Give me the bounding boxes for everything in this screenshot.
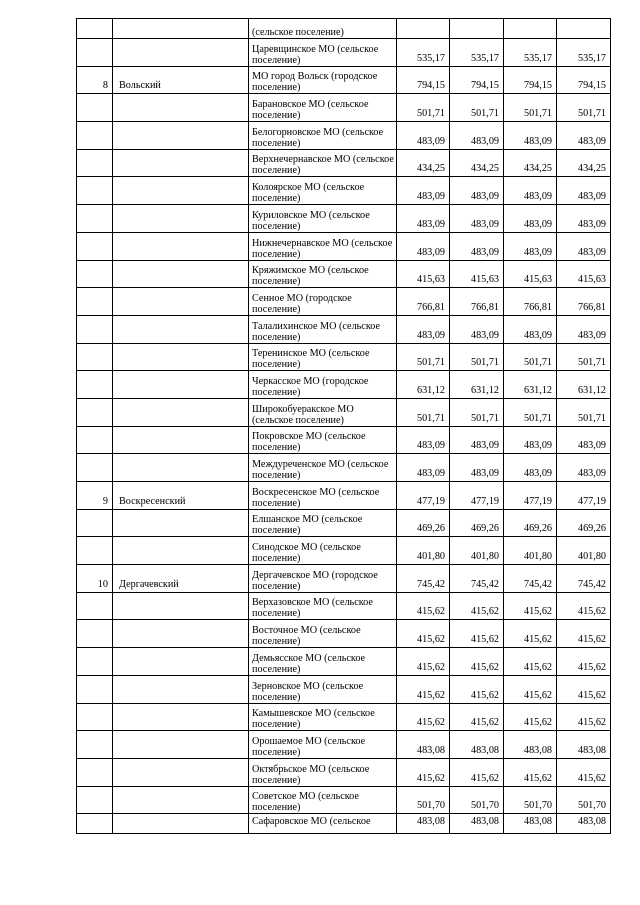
value-cell-3: 745,42 [504,565,557,593]
value-cell-4: 434,25 [557,149,611,177]
row-number-cell [77,19,113,39]
district-cell [113,454,249,482]
table-row [77,149,611,177]
table-row [77,758,611,786]
table-row [77,315,611,343]
value-cell-3: 501,70 [504,786,557,814]
tariff-table [76,18,611,834]
value-cell-1: 415,62 [397,592,450,620]
value-cell-4: 483,09 [557,232,611,260]
value-cell-4: 415,62 [557,648,611,676]
value-cell-3: 415,62 [504,648,557,676]
municipality-name-cell: (сельское поселение) [249,19,397,39]
value-cell-1: 483,08 [397,814,450,834]
row-number-cell [77,675,113,703]
table-row [77,66,611,94]
district-cell [113,122,249,150]
table-row [77,177,611,205]
value-cell-4 [557,19,611,39]
value-cell-4: 483,09 [557,454,611,482]
value-cell-3: 415,62 [504,620,557,648]
table-row [77,675,611,703]
value-cell-3: 483,08 [504,814,557,834]
table-row [77,648,611,676]
value-cell-1: 631,12 [397,371,450,399]
value-cell-1: 415,62 [397,648,450,676]
value-cell-2: 483,09 [450,122,504,150]
value-cell-3: 477,19 [504,482,557,510]
district-cell [113,149,249,177]
municipality-name-cell: Синодское МО (сельское поселение) [249,537,397,565]
table-row [77,565,611,593]
row-number-cell [77,94,113,122]
district-cell: Воскресенский [113,482,249,510]
value-cell-3: 469,26 [504,509,557,537]
municipality-name-cell: Черкасское МО (городское поселение) [249,371,397,399]
value-cell-4: 794,15 [557,66,611,94]
value-cell-4: 401,80 [557,537,611,565]
district-cell [113,232,249,260]
value-cell-2: 501,71 [450,343,504,371]
table-row [77,426,611,454]
value-cell-2: 483,09 [450,315,504,343]
value-cell-3: 434,25 [504,149,557,177]
value-cell-1: 469,26 [397,509,450,537]
row-number-cell [77,39,113,67]
value-cell-1: 501,71 [397,343,450,371]
municipality-name-cell: Воскресенское МО (сельское поселение) [249,482,397,510]
municipality-name-cell: Талалихинское МО (сельское поселение) [249,315,397,343]
value-cell-1: 745,42 [397,565,450,593]
value-cell-3: 501,71 [504,94,557,122]
value-cell-4: 415,62 [557,592,611,620]
value-cell-3: 415,62 [504,703,557,731]
municipality-name-cell: Верхазовское МО (сельское поселение) [249,592,397,620]
value-cell-4: 415,62 [557,703,611,731]
value-cell-1: 483,09 [397,426,450,454]
value-cell-4: 483,09 [557,205,611,233]
value-cell-4: 477,19 [557,482,611,510]
table-row [77,122,611,150]
municipality-name-cell: Елшанское МО (сельское поселение) [249,509,397,537]
district-cell [113,315,249,343]
district-cell [113,814,249,834]
municipality-name-cell: Советское МО (сельское поселение) [249,786,397,814]
table-row [77,205,611,233]
municipality-name-cell: Верхнечернавское МО (сельское поселение) [249,149,397,177]
district-cell [113,648,249,676]
value-cell-1: 483,09 [397,454,450,482]
value-cell-1: 535,17 [397,39,450,67]
value-cell-3: 483,09 [504,122,557,150]
row-number-cell [77,371,113,399]
table-row [77,786,611,814]
row-number-cell [77,315,113,343]
district-cell [113,343,249,371]
value-cell-1: 415,62 [397,703,450,731]
value-cell-3: 415,62 [504,592,557,620]
municipality-name-cell: Колоярское МО (сельское поселение) [249,177,397,205]
value-cell-3: 766,81 [504,288,557,316]
district-cell [113,39,249,67]
municipality-name-cell: Орошаемое МО (сельское поселение) [249,731,397,759]
municipality-name-cell: Покровское МО (сельское поселение) [249,426,397,454]
value-cell-3: 631,12 [504,371,557,399]
district-cell [113,371,249,399]
table-row [77,39,611,67]
value-cell-4: 501,71 [557,94,611,122]
row-number-cell [77,205,113,233]
value-cell-3: 415,62 [504,758,557,786]
value-cell-2 [450,19,504,39]
value-cell-3: 794,15 [504,66,557,94]
district-cell: Вольский [113,66,249,94]
table-row [77,537,611,565]
value-cell-4: 631,12 [557,371,611,399]
district-cell [113,426,249,454]
table-row [77,509,611,537]
value-cell-2: 415,62 [450,592,504,620]
municipality-name-cell: Кряжимское МО (сельское поселение) [249,260,397,288]
municipality-name-cell: Демьясское МО (сельское поселение) [249,648,397,676]
value-cell-2: 766,81 [450,288,504,316]
value-cell-2: 477,19 [450,482,504,510]
table-row [77,398,611,426]
municipality-name-cell: МО город Вольск (городское поселение) [249,66,397,94]
table-row [77,731,611,759]
value-cell-1: 794,15 [397,66,450,94]
value-cell-2: 745,42 [450,565,504,593]
value-cell-2: 483,08 [450,814,504,834]
value-cell-4: 483,09 [557,426,611,454]
value-cell-3: 415,62 [504,675,557,703]
municipality-name-cell: Дергачевское МО (городское поселение) [249,565,397,593]
table-row [77,19,611,39]
value-cell-4: 415,62 [557,620,611,648]
municipality-name-cell: Сенное МО (городское поселение) [249,288,397,316]
table-row [77,620,611,648]
value-cell-2: 469,26 [450,509,504,537]
value-cell-2: 415,63 [450,260,504,288]
row-number-cell [77,758,113,786]
value-cell-4: 415,62 [557,758,611,786]
value-cell-2: 483,09 [450,177,504,205]
value-cell-2: 535,17 [450,39,504,67]
district-cell [113,731,249,759]
value-cell-3 [504,19,557,39]
row-number-cell [77,288,113,316]
table-row [77,232,611,260]
value-cell-1: 501,71 [397,398,450,426]
value-cell-2: 483,09 [450,426,504,454]
value-cell-3: 501,71 [504,398,557,426]
value-cell-2: 631,12 [450,371,504,399]
municipality-name-cell: Теренинское МО (сельское поселение) [249,343,397,371]
value-cell-3: 483,09 [504,454,557,482]
value-cell-1: 401,80 [397,537,450,565]
row-number-cell [77,398,113,426]
row-number-cell [77,620,113,648]
district-cell [113,260,249,288]
row-number-cell: 10 [77,565,113,593]
table-row [77,592,611,620]
value-cell-2: 483,09 [450,454,504,482]
district-cell [113,205,249,233]
row-number-cell: 8 [77,66,113,94]
value-cell-2: 483,09 [450,205,504,233]
row-number-cell: 9 [77,482,113,510]
table-body [77,19,611,834]
value-cell-1: 415,63 [397,260,450,288]
value-cell-2: 794,15 [450,66,504,94]
value-cell-4: 483,09 [557,315,611,343]
row-number-cell [77,454,113,482]
value-cell-2: 501,71 [450,94,504,122]
district-cell [113,94,249,122]
value-cell-3: 535,17 [504,39,557,67]
value-cell-1: 434,25 [397,149,450,177]
row-number-cell [77,814,113,834]
value-cell-2: 415,62 [450,648,504,676]
value-cell-1: 483,09 [397,315,450,343]
value-cell-2: 501,71 [450,398,504,426]
district-cell [113,703,249,731]
value-cell-2: 401,80 [450,537,504,565]
value-cell-2: 415,62 [450,703,504,731]
value-cell-1: 501,71 [397,94,450,122]
district-cell [113,592,249,620]
row-number-cell [77,426,113,454]
row-number-cell [77,786,113,814]
row-number-cell [77,232,113,260]
municipality-name-cell: Широкобуеракское МО (сельское поселение) [249,398,397,426]
value-cell-4: 483,08 [557,731,611,759]
value-cell-1: 477,19 [397,482,450,510]
table-row [77,703,611,731]
table-row [77,482,611,510]
value-cell-3: 483,08 [504,731,557,759]
value-cell-1: 501,70 [397,786,450,814]
value-cell-1: 415,62 [397,620,450,648]
district-cell [113,758,249,786]
municipality-name-cell: Камышевское МО (сельское поселение) [249,703,397,731]
value-cell-4: 501,71 [557,343,611,371]
value-cell-4: 501,71 [557,398,611,426]
value-cell-4: 745,42 [557,565,611,593]
value-cell-3: 483,09 [504,426,557,454]
value-cell-1 [397,19,450,39]
municipality-name-cell: Сафаровское МО (сельское [249,814,397,834]
municipality-name-cell: Октябрьское МО (сельское поселение) [249,758,397,786]
district-cell [113,398,249,426]
table-row [77,814,611,834]
row-number-cell [77,731,113,759]
value-cell-3: 483,09 [504,205,557,233]
district-cell [113,537,249,565]
table-row [77,343,611,371]
value-cell-1: 415,62 [397,675,450,703]
row-number-cell [77,703,113,731]
district-cell [113,509,249,537]
value-cell-4: 535,17 [557,39,611,67]
table-row [77,454,611,482]
value-cell-4: 469,26 [557,509,611,537]
value-cell-2: 483,09 [450,232,504,260]
table-row [77,94,611,122]
municipality-name-cell: Зерновское МО (сельское поселение) [249,675,397,703]
value-cell-3: 483,09 [504,232,557,260]
value-cell-1: 766,81 [397,288,450,316]
value-cell-4: 501,70 [557,786,611,814]
district-cell [113,177,249,205]
table-row [77,371,611,399]
municipality-name-cell: Белогорновское МО (сельское поселение) [249,122,397,150]
value-cell-2: 434,25 [450,149,504,177]
row-number-cell [77,648,113,676]
municipality-name-cell: Царевщинское МО (сельское поселение) [249,39,397,67]
value-cell-2: 415,62 [450,758,504,786]
row-number-cell [77,343,113,371]
value-cell-3: 483,09 [504,315,557,343]
value-cell-1: 483,09 [397,205,450,233]
district-cell [113,19,249,39]
district-cell [113,620,249,648]
value-cell-2: 483,08 [450,731,504,759]
district-cell [113,288,249,316]
row-number-cell [77,177,113,205]
value-cell-4: 766,81 [557,288,611,316]
table-row [77,260,611,288]
value-cell-3: 415,63 [504,260,557,288]
municipality-name-cell: Нижнечернавское МО (сельское поселение) [249,232,397,260]
municipality-name-cell: Междуреченское МО (сельское поселение) [249,454,397,482]
row-number-cell [77,592,113,620]
value-cell-1: 483,09 [397,122,450,150]
value-cell-3: 401,80 [504,537,557,565]
value-cell-1: 483,08 [397,731,450,759]
row-number-cell [77,260,113,288]
municipality-name-cell: Куриловское МО (сельское поселение) [249,205,397,233]
municipality-name-cell: Барановское МО (сельское поселение) [249,94,397,122]
value-cell-4: 483,09 [557,122,611,150]
district-cell [113,786,249,814]
row-number-cell [77,122,113,150]
value-cell-4: 483,09 [557,177,611,205]
value-cell-4: 483,08 [557,814,611,834]
municipality-name-cell: Восточное МО (сельское поселение) [249,620,397,648]
value-cell-3: 483,09 [504,177,557,205]
value-cell-1: 483,09 [397,232,450,260]
value-cell-2: 415,62 [450,675,504,703]
row-number-cell [77,537,113,565]
district-cell [113,675,249,703]
value-cell-1: 415,62 [397,758,450,786]
row-number-cell [77,149,113,177]
table-row [77,288,611,316]
value-cell-2: 501,70 [450,786,504,814]
district-cell: Дергачевский [113,565,249,593]
value-cell-3: 501,71 [504,343,557,371]
value-cell-2: 415,62 [450,620,504,648]
value-cell-1: 483,09 [397,177,450,205]
value-cell-4: 415,62 [557,675,611,703]
value-cell-4: 415,63 [557,260,611,288]
row-number-cell [77,509,113,537]
